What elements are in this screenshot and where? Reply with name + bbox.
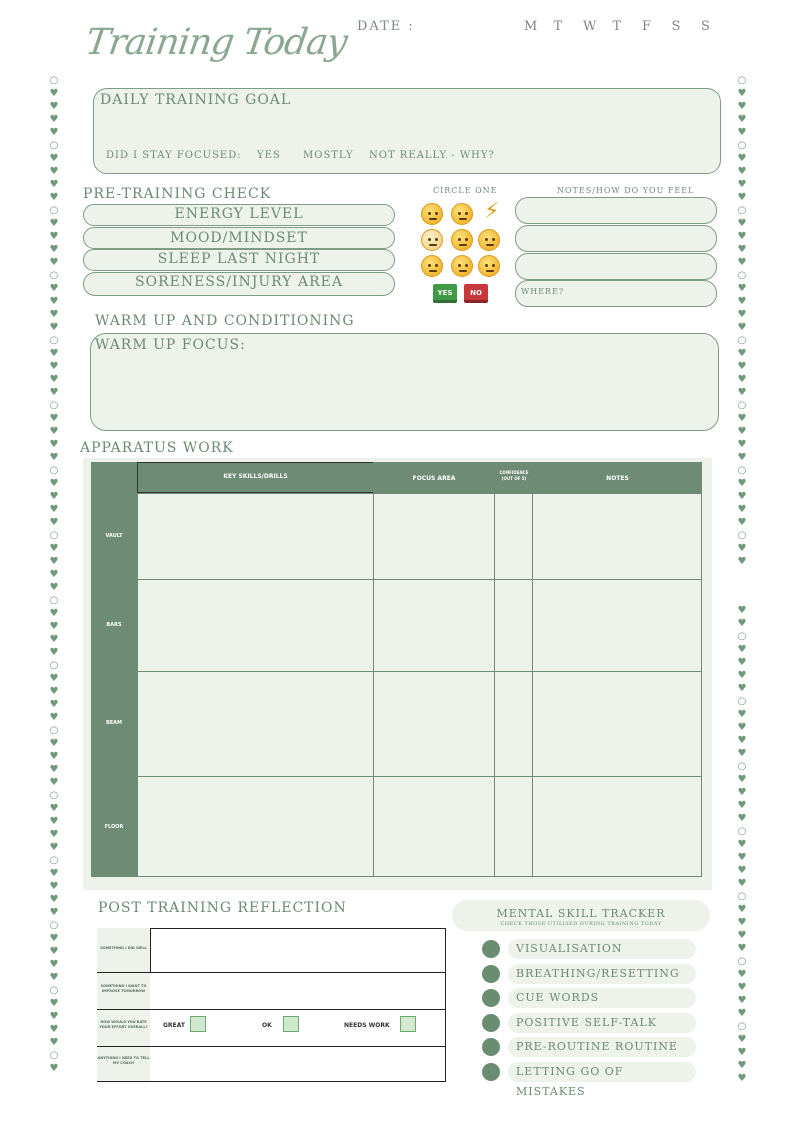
pre-training-heading: PRE-TRAINING CHECK (83, 186, 272, 202)
row-label-vault: VAULT (105, 533, 123, 539)
grid-col-line-2 (494, 493, 495, 877)
tired-face-icon[interactable] (421, 203, 443, 225)
rating-ok-label: OK (262, 1022, 272, 1029)
skill-checkbox-2[interactable] (482, 989, 500, 1007)
heart-icon: ♥ (49, 842, 59, 853)
heart-icon: ♥ (737, 800, 747, 811)
heart-icon: ♥ (737, 969, 747, 980)
skill-label-1: BREATHING/RESETTING (508, 964, 696, 984)
heart-icon: ♥ (737, 296, 747, 307)
heart-icon: ♥ (49, 998, 59, 1009)
heart-icon: ♥ (737, 309, 747, 320)
weekday-5[interactable]: S (671, 19, 681, 34)
heart-icon: ♥ (49, 114, 59, 125)
heart-icon: ♥ (49, 218, 59, 229)
weekday-6[interactable]: S (701, 19, 710, 34)
heart-icon: ♥ (737, 774, 747, 785)
grid-row-line-3 (137, 776, 702, 777)
heart-icon: ♥ (737, 543, 747, 554)
rating-needs-work-label: NEEDS WORK (344, 1022, 390, 1029)
heart-icon: ○ (737, 631, 747, 642)
heart-icon: ♥ (737, 1073, 747, 1084)
heart-icon: ♥ (49, 179, 59, 190)
heart-icon: ♥ (49, 88, 59, 99)
heart-icon: ♥ (49, 686, 59, 697)
rating-great-checkbox[interactable] (190, 1016, 206, 1032)
heart-icon: ♥ (49, 1011, 59, 1022)
reflection-heading: POST TRAINING REFLECTION (98, 900, 347, 916)
heart-icon: ○ (737, 335, 747, 346)
notes-field-2[interactable] (515, 225, 717, 252)
heart-icon: ○ (737, 140, 747, 151)
reflection-label-effort: HOW WOULD YOU RATE YOUR EFFORT OVERALL? (99, 1020, 148, 1029)
energy-level-label: ENERGY LEVEL (174, 206, 304, 222)
warmup-heading: WARM UP AND CONDITIONING (95, 313, 355, 329)
apparatus-grid-area[interactable] (137, 493, 702, 877)
skill-checkbox-4[interactable] (482, 1038, 500, 1056)
heart-icon: ♥ (737, 1034, 747, 1045)
skill-checkbox-5[interactable] (482, 1063, 500, 1081)
heart-icon: ♥ (737, 387, 747, 398)
heart-icon: ♥ (737, 101, 747, 112)
yes-button[interactable]: YES (433, 284, 457, 303)
weekday-2[interactable]: W (583, 19, 597, 34)
heart-icon: ♥ (49, 608, 59, 619)
heart-icon: ♥ (737, 88, 747, 99)
heart-icon: ○ (49, 595, 59, 606)
heart-icon: ♥ (49, 504, 59, 515)
notes-field-1[interactable] (515, 197, 717, 224)
heart-icon: ♥ (49, 738, 59, 749)
heart-icon: ○ (49, 400, 59, 411)
heart-icon: ♥ (737, 930, 747, 941)
daily-goal-heading: DAILY TRAINING GOAL (100, 92, 292, 108)
heart-icon: ♥ (737, 114, 747, 125)
heart-icon: ♥ (49, 777, 59, 788)
date-label: DATE : (357, 19, 415, 34)
skill-label-5: LETTING GO OF MISTAKES (508, 1062, 696, 1082)
heart-icon: ♥ (737, 127, 747, 138)
heart-icon: ♥ (49, 829, 59, 840)
heart-icon: ♥ (49, 959, 59, 970)
heart-icon: ♥ (49, 478, 59, 489)
heart-icon: ♥ (49, 712, 59, 723)
circle-one-label: CIRCLE ONE (433, 186, 498, 195)
heart-icon: ♥ (737, 153, 747, 164)
heart-icon: ♥ (737, 413, 747, 424)
heart-icon: ○ (49, 660, 59, 671)
heart-icon: ○ (737, 205, 747, 216)
heart-icon: ♥ (49, 621, 59, 632)
neutral-face-icon[interactable] (451, 203, 473, 225)
relieved-face-icon[interactable] (478, 229, 500, 251)
heart-icon: ♥ (49, 946, 59, 957)
apparatus-side-bar (91, 462, 137, 877)
col-header-confidence: CONFIDENCE (OUT OF 5) (499, 470, 529, 481)
heart-icon: ♥ (49, 556, 59, 567)
heart-icon: ♥ (49, 972, 59, 983)
worried-face-icon[interactable] (451, 229, 473, 251)
heart-icon: ♥ (737, 1047, 747, 1058)
heart-icon: ♥ (49, 413, 59, 424)
heart-icon: ♥ (737, 179, 747, 190)
heart-icon: ♥ (49, 296, 59, 307)
reflection-label-improve: SOMETHING I WANT TO IMPROVE TOMORROW (100, 984, 147, 993)
row-label-floor: FLOOR (104, 824, 124, 830)
heart-icon: ♥ (49, 751, 59, 762)
heart-icon: ♥ (737, 839, 747, 850)
heart-icon: ♥ (737, 852, 747, 863)
apparatus-heading: APPARATUS WORK (80, 440, 234, 456)
row-label-bars: BARS (106, 622, 122, 628)
col-header-focus-area: FOCUS AREA (412, 475, 456, 482)
rating-needs-work-checkbox[interactable] (400, 1016, 416, 1032)
heart-icon: ♥ (49, 231, 59, 242)
heart-icon: ♥ (737, 618, 747, 629)
heart-icon: ♥ (737, 322, 747, 333)
no-button[interactable]: NO (464, 284, 488, 303)
heart-icon: ♥ (49, 361, 59, 372)
heart-icon: ♥ (49, 348, 59, 359)
heart-icon: ♥ (737, 865, 747, 876)
grid-row-line-2 (137, 671, 702, 672)
skill-label-2: CUE WORDS (508, 988, 696, 1008)
heart-icon: ♥ (49, 101, 59, 112)
focus-option-not-really[interactable]: NOT REALLY - WHY? (369, 150, 495, 161)
heart-icon: ♥ (737, 735, 747, 746)
heart-icon: ♥ (737, 644, 747, 655)
heart-icon: ○ (49, 1050, 59, 1061)
heart-icon: ♥ (737, 491, 747, 502)
heart-icon: ♥ (737, 722, 747, 733)
heart-icon: ♥ (49, 426, 59, 437)
heart-icon: ♥ (737, 439, 747, 450)
heart-icon: ♥ (49, 283, 59, 294)
heart-icon: ♥ (737, 709, 747, 720)
heart-icon: ♥ (737, 218, 747, 229)
weekday-selector (524, 19, 714, 37)
heart-icon: ♥ (49, 1024, 59, 1035)
heart-icon: ○ (737, 270, 747, 281)
heart-icon: ♥ (49, 803, 59, 814)
heart-icon: ♥ (737, 904, 747, 915)
heart-icon: ♥ (49, 517, 59, 528)
heart-icon: ♥ (49, 257, 59, 268)
heart-icon: ○ (49, 920, 59, 931)
heart-icon: ♥ (49, 244, 59, 255)
heart-icon: ♥ (737, 787, 747, 798)
heart-icon: ○ (737, 1021, 747, 1032)
heart-icon: ♥ (737, 683, 747, 694)
heart-icon: ♥ (49, 322, 59, 333)
pensive-face-icon[interactable] (478, 255, 500, 277)
focus-option-yes[interactable]: YES (257, 150, 281, 161)
notes-feel-label: NOTES/HOW DO YOU FEEL (557, 186, 695, 195)
weekday-3[interactable]: T (612, 19, 622, 34)
mental-tracker-heading: MENTAL SKILL TRACKER (496, 907, 666, 920)
focus-option-mostly[interactable]: MOSTLY (303, 150, 354, 161)
row-label-beam: BEAM (105, 720, 123, 726)
skill-checkbox-3[interactable] (482, 1014, 500, 1032)
heart-icon: ○ (737, 696, 747, 707)
heart-icon: ○ (49, 465, 59, 476)
heart-icon: ♥ (737, 657, 747, 668)
heart-icon: ♥ (49, 452, 59, 463)
heart-icon: ♥ (49, 699, 59, 710)
heart-icon: ○ (737, 530, 747, 541)
heart-icon: ♥ (49, 816, 59, 827)
heart-icon: ♥ (737, 283, 747, 294)
heart-icon: ♥ (49, 374, 59, 385)
heart-icon: ○ (737, 956, 747, 967)
heart-icon: ♥ (49, 309, 59, 320)
heart-icon: ○ (737, 891, 747, 902)
heart-icon: ○ (49, 790, 59, 801)
heart-icon: ♥ (737, 1060, 747, 1071)
grid-col-line-1 (373, 462, 374, 877)
heart-icon: ○ (737, 75, 747, 86)
heart-icon: ○ (737, 400, 747, 411)
skill-label-0: VISUALISATION (508, 939, 696, 959)
sad-face-icon[interactable] (421, 229, 443, 251)
heart-icon: ♥ (737, 943, 747, 954)
heart-icon: ♥ (737, 605, 747, 616)
heart-icon: ♥ (49, 894, 59, 905)
rating-great-label: GREAT (163, 1022, 185, 1029)
heart-icon: ○ (737, 761, 747, 772)
heart-icon: ♥ (737, 166, 747, 177)
heart-icon: ○ (49, 725, 59, 736)
heart-icon: ♥ (737, 257, 747, 268)
grid-row-line-1 (137, 579, 702, 580)
heart-icon: ♥ (737, 917, 747, 928)
heart-icon: ♥ (737, 426, 747, 437)
notes-field-3[interactable] (515, 253, 717, 280)
heart-icon: ♥ (49, 543, 59, 554)
soreness-label: SORENESS/INJURY AREA (135, 274, 343, 290)
weekday-4[interactable]: F (642, 19, 652, 34)
warmup-focus-label: WARM UP FOCUS: (95, 337, 246, 353)
heart-icon: ○ (49, 855, 59, 866)
heart-icon: ♥ (49, 1037, 59, 1048)
heart-icon: ○ (49, 335, 59, 346)
heart-icon: ♥ (49, 569, 59, 580)
heart-icon: ♥ (737, 813, 747, 824)
heart-icon: ♥ (49, 1063, 59, 1074)
heart-icon: ♥ (49, 582, 59, 593)
heart-icon: ♥ (49, 387, 59, 398)
heart-icon: ○ (49, 140, 59, 151)
heart-icon: ♥ (737, 504, 747, 515)
heart-icon: ♥ (49, 673, 59, 684)
reflection-label-did-well: SOMETHING I DID WELL (100, 946, 147, 950)
heart-icon: ♥ (49, 634, 59, 645)
heart-icon: ♥ (737, 348, 747, 359)
skill-label-4: PRE-ROUTINE ROUTINE (508, 1037, 696, 1057)
focus-question: DID I STAY FOCUSED: (106, 150, 242, 161)
grid-col-line-3 (532, 493, 533, 877)
heart-icon: ♥ (737, 878, 747, 889)
heart-icon: ○ (737, 826, 747, 837)
heart-icon: ♥ (49, 127, 59, 138)
heart-icon: ♥ (737, 995, 747, 1006)
heart-icon: ♥ (737, 192, 747, 203)
where-label: WHERE? (521, 287, 565, 296)
neutral-face-icon-2[interactable] (451, 255, 473, 277)
sleepy-face-icon[interactable] (421, 255, 443, 277)
heart-icon: ♥ (49, 491, 59, 502)
rating-ok-checkbox[interactable] (283, 1016, 299, 1032)
heart-icon: ♥ (49, 907, 59, 918)
heart-icon: ♥ (49, 647, 59, 658)
heart-icon: ○ (49, 530, 59, 541)
heart-icon: ♥ (737, 452, 747, 463)
heart-icon: ○ (49, 75, 59, 86)
reflection-row-1[interactable] (150, 928, 446, 972)
heart-icon: ♥ (49, 153, 59, 164)
heart-icon: ○ (49, 270, 59, 281)
heart-icon: ○ (49, 205, 59, 216)
sleep-label: SLEEP LAST NIGHT (157, 251, 321, 267)
heart-icon: ♥ (737, 670, 747, 681)
mental-tracker-subheading: CHECK THOSE UTILISED DURING TRAINING TODAY (500, 921, 662, 927)
heart-icon: ♥ (49, 868, 59, 879)
heart-icon: ○ (737, 465, 747, 476)
col-header-key-skills: KEY SKILLS/DRILLS (223, 473, 288, 480)
heart-icon: ♥ (737, 231, 747, 242)
heart-icon: ♥ (737, 244, 747, 255)
weekday-0[interactable]: M (524, 19, 538, 34)
col-header-notes: NOTES (606, 475, 629, 482)
mood-label: MOOD/MINDSET (170, 230, 308, 246)
heart-icon: ♥ (737, 478, 747, 489)
heart-icon: ♥ (49, 881, 59, 892)
lightning-icon[interactable]: ⚡ (484, 199, 500, 224)
heart-icon: ♥ (737, 517, 747, 528)
left-border-decoration (47, 76, 61, 1086)
heart-icon: ♥ (49, 439, 59, 450)
heart-icon: ♥ (737, 1008, 747, 1019)
heart-icon: ♥ (737, 748, 747, 759)
skill-checkbox-0[interactable] (482, 940, 500, 958)
weekday-1[interactable]: T (553, 19, 563, 34)
skill-label-3: POSITIVE SELF-TALK (508, 1013, 696, 1033)
right-border-decoration (735, 76, 749, 1086)
heart-icon: ♥ (49, 764, 59, 775)
heart-icon: ♥ (49, 933, 59, 944)
heart-icon: ♥ (737, 374, 747, 385)
heart-icon: ♥ (737, 361, 747, 372)
heart-icon: ♥ (49, 166, 59, 177)
heart-icon: ♥ (737, 556, 747, 567)
heart-icon: ♥ (49, 192, 59, 203)
reflection-label-coach: ANYTHING I NEED TO TELL MY COACH (97, 1056, 150, 1065)
page-title: Training Today (83, 22, 350, 63)
heart-icon: ○ (49, 985, 59, 996)
heart-icon: ♥ (737, 982, 747, 993)
skill-checkbox-1[interactable] (482, 965, 500, 983)
